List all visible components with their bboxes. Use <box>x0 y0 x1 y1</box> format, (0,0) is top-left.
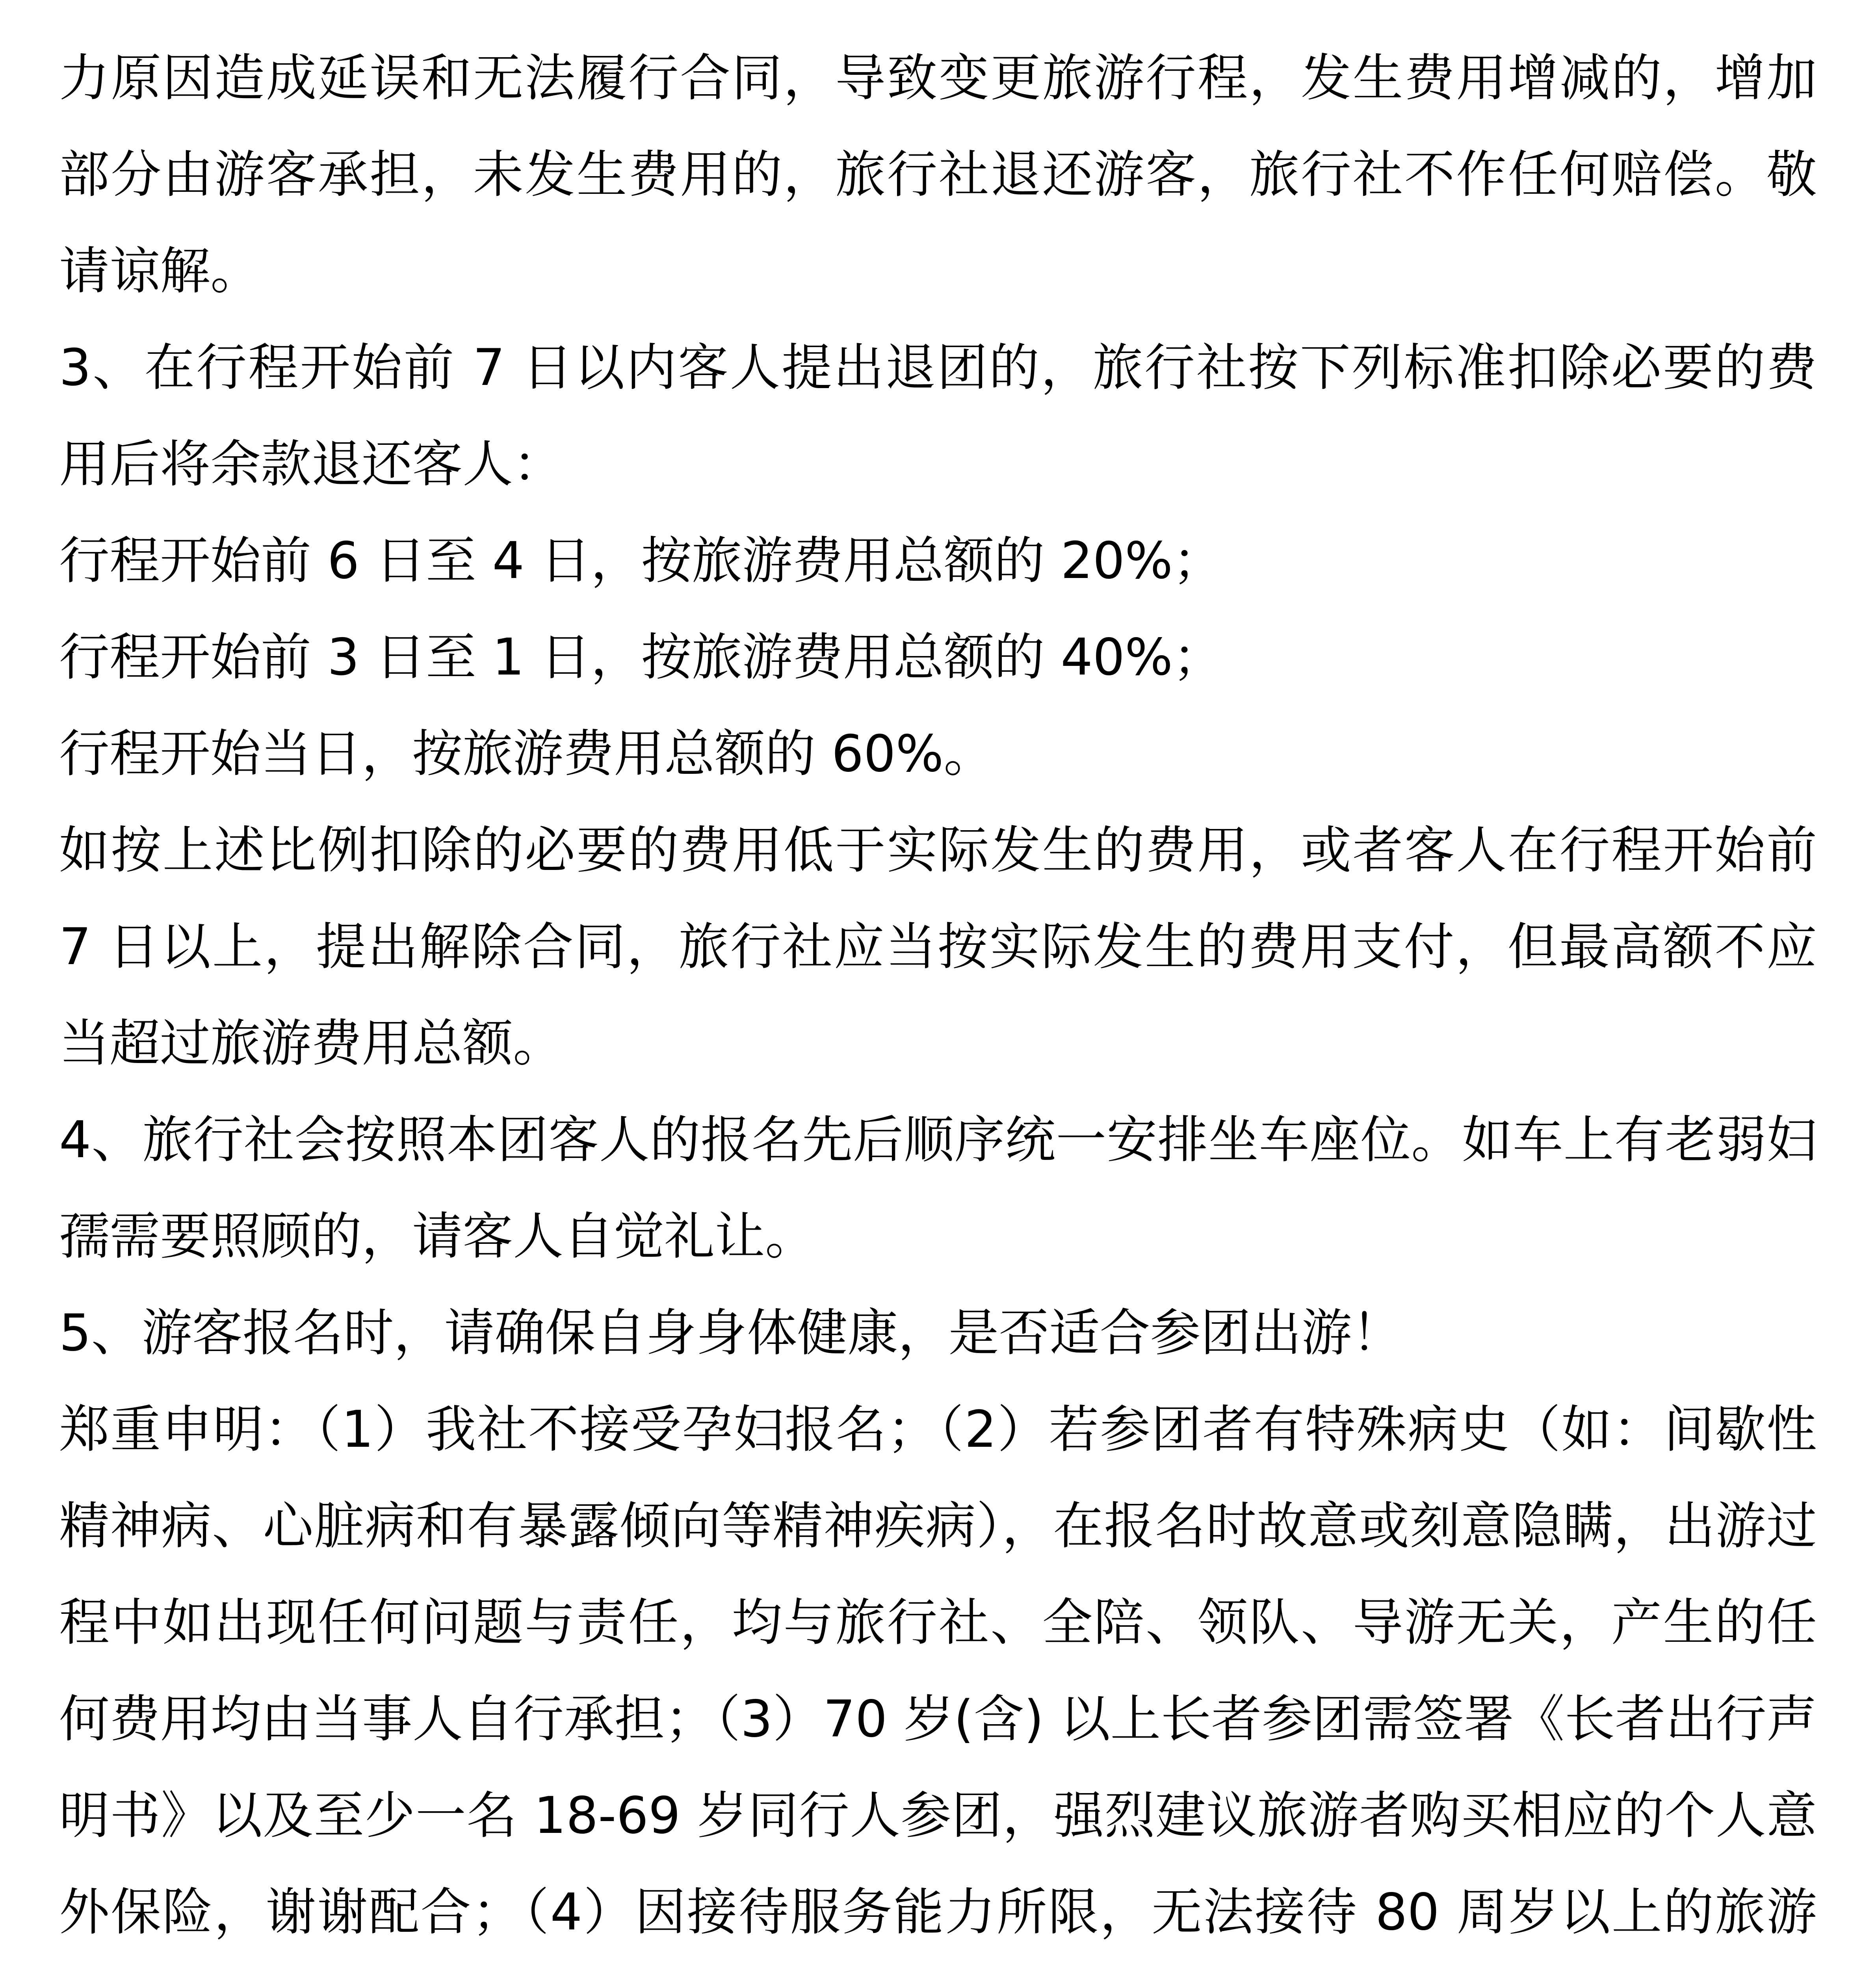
paragraph-seating-rule-4: 4、旅行社会按照本团客人的报名先后顺序统一安排坐车座位。如车上有老弱妇孺需要照顾的，请客人自觉礼让。 <box>59 1111 1817 1266</box>
paragraph-refund-tier-40: 行程开始前 3 日至 1 日，按旅游费用总额的 40%； <box>59 628 1223 687</box>
paragraph-refund-tier-60: 行程开始当日，按旅游费用总额的 60%。 <box>59 725 994 783</box>
paragraph-delay-clause: 力原因造成延误和无法履行合同，导致变更旅游行程，发生费用增减的，增加部分由游客承担，未发生费用的，旅行社退还游客，旅行社不作任何赔偿。敬请谅解。 <box>59 49 1817 301</box>
paragraph-refund-rule-3: 3、在行程开始前 7 日以内客人提出退团的，旅行社按下列标准扣除必要的费用后将余款退还客人： <box>59 338 1817 494</box>
paragraph-solemn-statement: 郑重申明：（1）我社不接受孕妇报名；（2）若参团者有特殊病史（如：间歇性精神病、心脏病和有暴露倾向等精神疾病），在报名时故意或刻意隐瞒，出游过程中如出现任何问题与责任，均与旅行社、全陪、领队、导游无关，产生的任何费用均由当事人自行承担；（3）70 岁(含) 以上长者参团需签署《长者出行声明书》以及至少一名 18-69 岁同行人参团，强烈建议旅游者购买相应的个人意外保险，谢谢配合；（4）因接待服务能力所限，无法接待 80 周岁以上的旅游 <box>59 1400 1817 1942</box>
paragraph-refund-tier-20: 行程开始前 6 日至 4 日，按旅游费用总额的 20%； <box>59 532 1223 590</box>
paragraph-refund-cap: 如按上述比例扣除的必要的费用低于实际发生的费用，或者客人在行程开始前 7 日以上，提出解除合同，旅行社应当按实际发生的费用支付，但最高额不应当超过旅游费用总额。 <box>59 821 1817 1073</box>
paragraph-health-rule-5: 5、游客报名时，请确保自身身体健康，是否适合参团出游！ <box>59 1304 1402 1362</box>
